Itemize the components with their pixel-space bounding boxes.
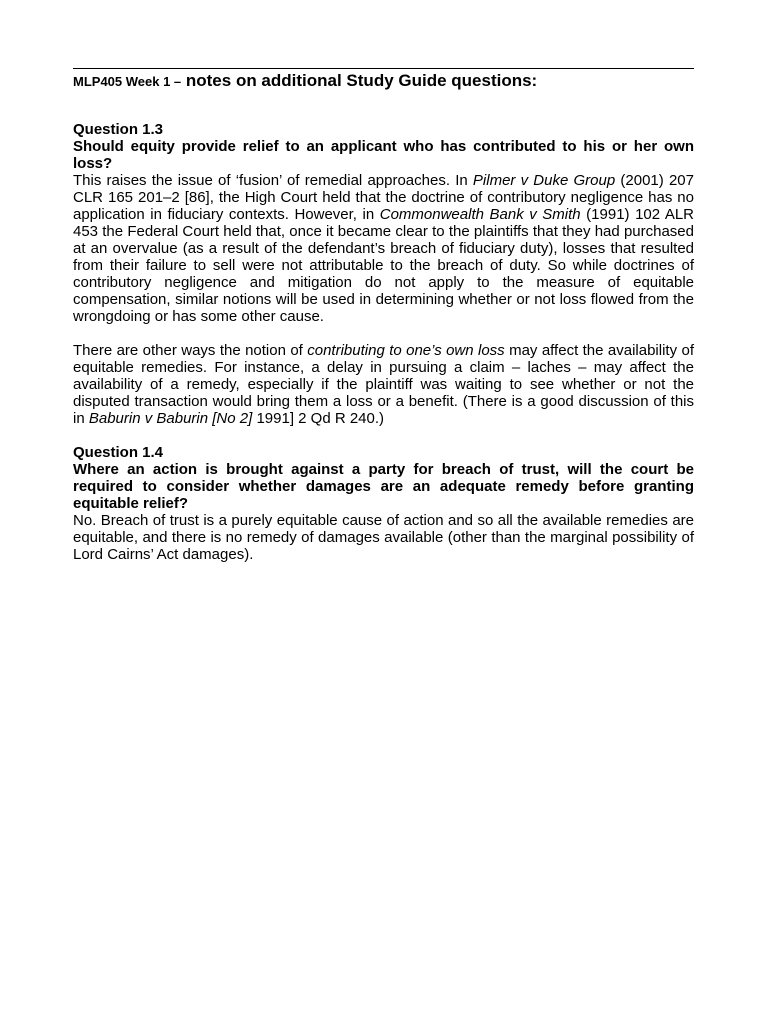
paragraph-text: (2001) 207 CLR 165 201–2 [86], the High Court held that the doctrine of contributory negligence has no application in fiduciary contexts. However, in <box>73 172 694 223</box>
heading-title: notes on additional Study Guide questions: <box>181 71 538 90</box>
question-1-4-text: Where an action is brought against a party for breach of trust, will the court be required to consider whether damages are an adequate remedy before granting equitable relief? <box>73 461 694 512</box>
paragraph-text: (1991) 102 ALR 453 the Federal Court held that, once it became clear to the plaintiffs that they had purchased at an overvalue (as a result of the defendant’s breach of fiduciary duty), losses that resulted from their failure to sell were not attributable to the breach of duty. So while doctrines of contributory negligence and mitigation do not apply to the measure of equitable compensation, similar notions will be used in determining whether or not loss flowed from the wrongdoing or has some other cause. <box>73 206 694 325</box>
case-name: Commonwealth Bank v Smith <box>379 206 581 223</box>
question-1-3-paragraph-1 <box>73 172 694 325</box>
question-1-4-answer: No. Breach of trust is a purely equitable cause of action and so all the available remedies are equitable, and there is no remedy of damages available (other than the marginal possibility of Lord Cairns’ Act damages). <box>73 512 694 563</box>
paragraph-text: This raises the issue of ‘fusion’ of remedial approaches. In <box>73 172 473 189</box>
document-page <box>73 68 694 563</box>
paragraph-text: 1991] 2 Qd R 240.) <box>252 410 385 427</box>
question-1-3-paragraph-2 <box>73 342 694 427</box>
page-heading <box>73 72 694 90</box>
paragraph-text: may affect the availability of equitable remedies. For instance, a delay in pursuing a claim – laches – may affect the availability of a remedy, especially if the plaintiff was waiting to see whether or not the disputed transaction would bring them a loss or a benefit. (There is a good discussion of this in <box>73 342 694 427</box>
course-code: MLP405 Week 1 – <box>73 74 182 89</box>
emphasis-text: contributing to one’s own loss <box>307 342 505 359</box>
question-1-4-label: Question 1.4 <box>73 444 164 461</box>
case-name: Baburin v Baburin [No 2] <box>88 410 253 427</box>
top-rule <box>73 68 694 69</box>
paragraph-text: There are other ways the notion of <box>73 342 308 359</box>
question-1-3-text: Should equity provide relief to an applicant who has contributed to his or her own loss? <box>73 138 694 172</box>
question-1-3-label: Question 1.3 <box>73 121 164 138</box>
case-name: Pilmer v Duke Group <box>472 172 616 189</box>
